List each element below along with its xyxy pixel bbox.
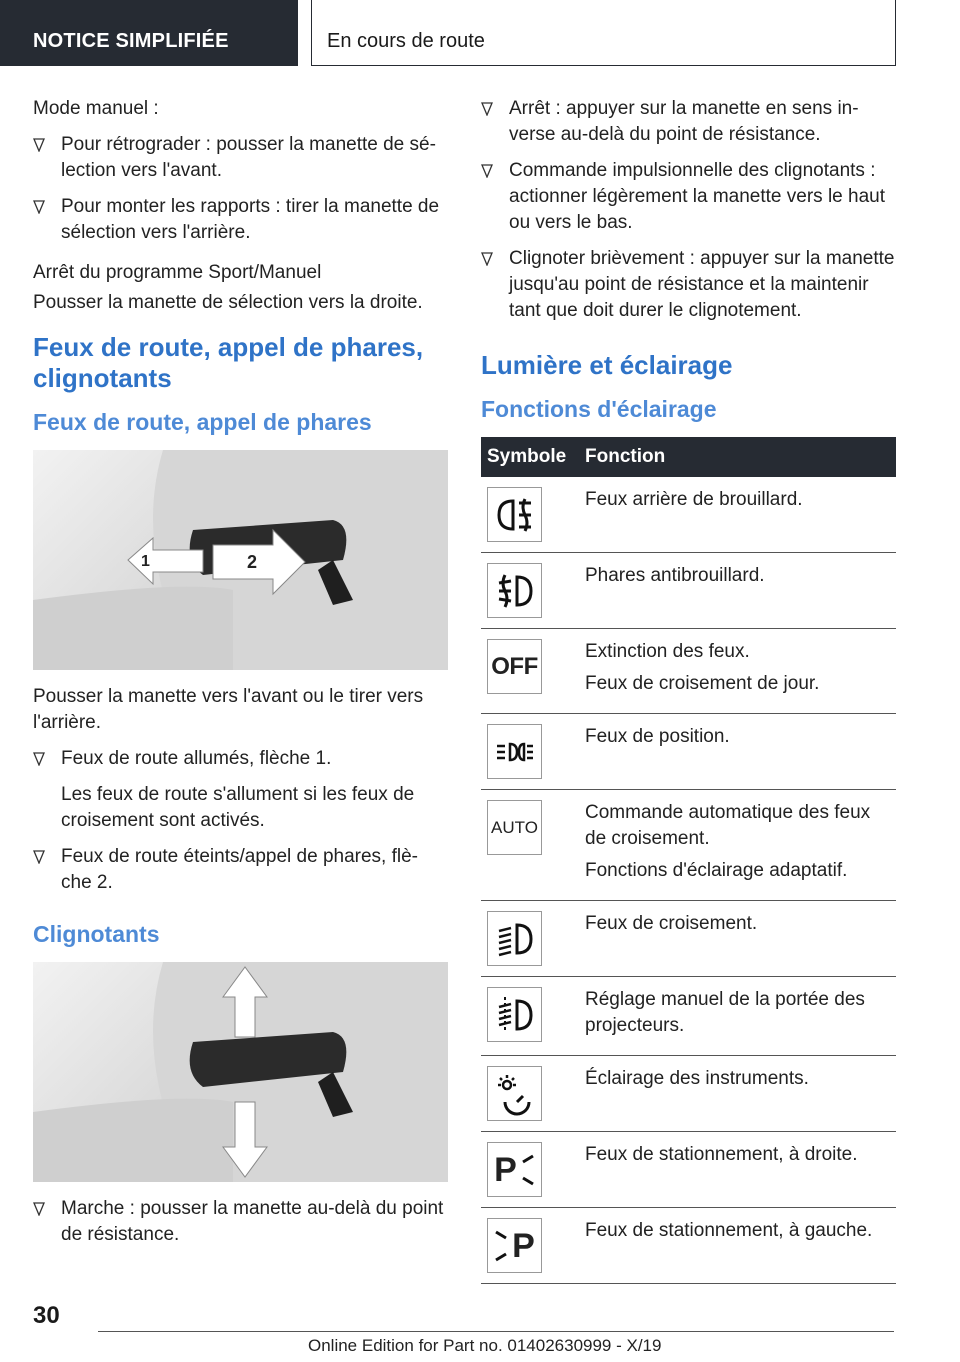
bullet-triangle-icon <box>33 200 45 214</box>
list-item: Feux de route éteints/appel de phares, flè-che 2. <box>33 844 448 896</box>
list-item: Pour rétrograder : pousser la manette de sé-lection vers l'avant. <box>33 132 448 184</box>
table-row: Feux arrière de brouillard. <box>481 477 896 553</box>
auto-icon: AUTO <box>487 800 542 855</box>
table-row: Phares antibrouillard. <box>481 553 896 629</box>
stop-program-text: Pousser la manette de sélection vers la droite. <box>33 292 423 313</box>
column-header-symbol: Symbole <box>481 437 579 477</box>
column-header-function: Fonction <box>579 437 896 477</box>
list-item: Commande impulsionnelle des clignotants : actionner légèrement la manette vers le haut ou vers le bas. <box>481 158 896 236</box>
table-row: Feux de position. <box>481 714 896 790</box>
list-item-sub: Les feux de route s'allument si les feux de croisement sont activés. <box>61 784 415 831</box>
footer-rule <box>98 1331 894 1332</box>
parking-left-icon: P <box>487 1218 542 1273</box>
stop-program-title: Arrêt du programme Sport/Manuel <box>33 262 322 283</box>
table-row: P Feux de stationnement, à droite. <box>481 1132 896 1208</box>
subsection-heading: Fonctions d'éclairage <box>481 396 717 422</box>
table-row: Réglage manuel de la portée des projecteurs. <box>481 977 896 1056</box>
page-number: 30 <box>33 1302 60 1329</box>
arrow-label-2: 2 <box>247 552 258 572</box>
bullet-triangle-icon <box>33 850 45 864</box>
indicator-stalk-image <box>33 962 448 1182</box>
instrument-lighting-icon <box>487 1066 542 1121</box>
list-item: Pour monter les rapports : tirer la manette de sélection vers l'arrière. <box>33 194 448 246</box>
left-column <box>33 96 448 1258</box>
front-fog-light-icon <box>487 563 542 618</box>
indicator-illustration <box>33 962 448 1182</box>
table-row: OFF Extinction des feux. Feux de croisement de jour. <box>481 629 896 714</box>
footer-text: Online Edition for Part no. 01402630999 - X/19 <box>308 1336 662 1355</box>
subsection-heading: Feux de route, appel de phares <box>33 409 372 435</box>
list-item: Feux de route allumés, flèche 1. <box>33 746 448 772</box>
section-heading: Lumière et éclairage <box>481 350 733 380</box>
arrow-label-1: 1 <box>141 553 150 570</box>
subsection-heading: Clignotants <box>33 921 160 947</box>
right-column <box>481 96 896 1284</box>
list-item: Clignoter brièvement : appuyer sur la manette jusqu'au point de résistance et la maintenir tant que doit durer le clignotement. <box>481 246 896 324</box>
manual-mode-label: Mode manuel : <box>33 98 159 119</box>
chapter-title: En cours de route <box>311 0 896 66</box>
bullet-triangle-icon <box>33 752 45 766</box>
high-beam-stalk-image <box>33 450 448 670</box>
lighting-functions-table <box>481 437 896 1284</box>
bullet-triangle-icon <box>481 252 493 266</box>
low-beam-icon <box>487 911 542 966</box>
parking-lights-icon <box>487 724 542 779</box>
section-tab: NOTICE SIMPLIFIÉE <box>0 0 298 66</box>
bullet-triangle-icon <box>33 138 45 152</box>
table-row: Éclairage des instruments. <box>481 1056 896 1132</box>
table-row: AUTO Commande automatique des feux de croisement. Fonctions d'éclairage adaptatif. <box>481 790 896 901</box>
high-beam-text: Pousser la manette vers l'avant ou le tirer vers l'arrière. <box>33 686 424 733</box>
off-icon: OFF <box>487 639 542 694</box>
section-heading: Feux de route, appel de phares, clignotants <box>33 332 424 393</box>
list-item: Arrêt : appuyer sur la manette en sens in-verse au-delà du point de résistance. <box>481 96 896 148</box>
rear-fog-light-icon <box>487 487 542 542</box>
table-header-row <box>481 437 896 477</box>
bullet-triangle-icon <box>481 164 493 178</box>
table-row: Feux de croisement. <box>481 901 896 977</box>
stalk-illustration <box>33 450 448 670</box>
bullet-triangle-icon <box>33 1202 45 1216</box>
headlight-range-icon <box>487 987 542 1042</box>
bullet-triangle-icon <box>481 102 493 116</box>
page-header <box>0 0 960 66</box>
list-item: Marche : pousser la manette au-delà du point de résistance. <box>33 1196 448 1248</box>
parking-right-icon: P <box>487 1142 542 1197</box>
table-row: P Feux de stationnement, à gauche. <box>481 1208 896 1284</box>
